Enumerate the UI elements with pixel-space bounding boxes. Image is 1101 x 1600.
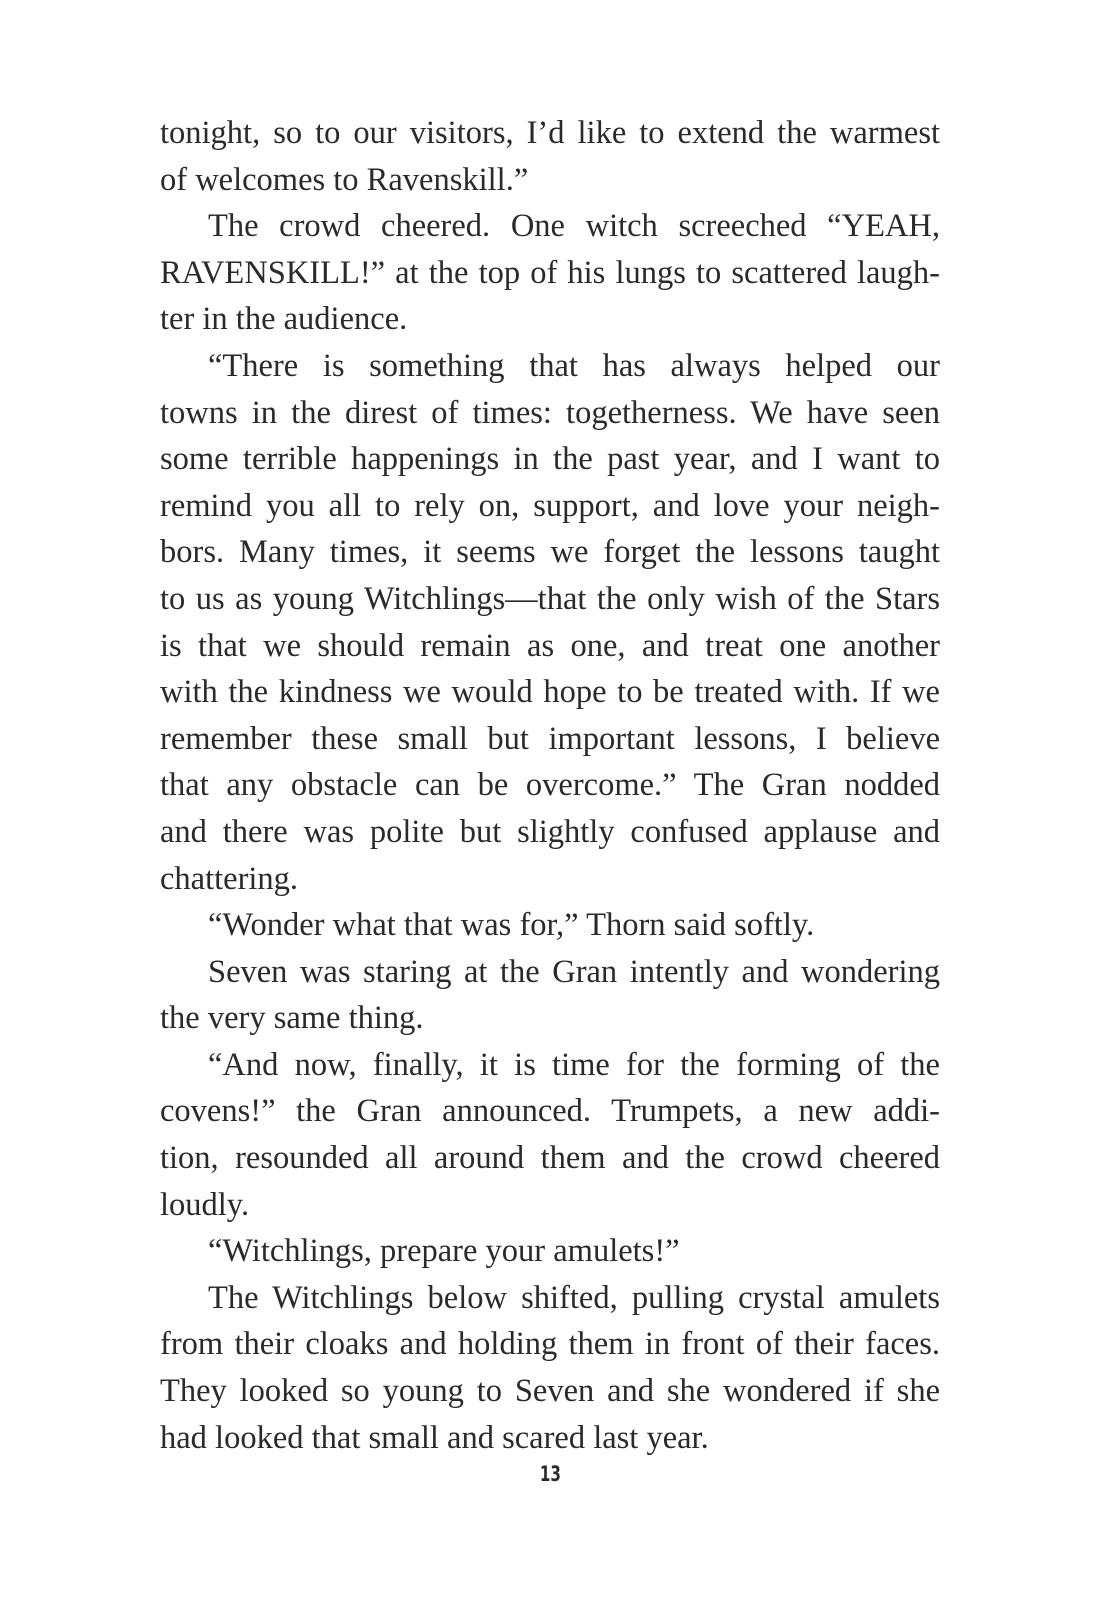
text-line: and there was polite but slightly confused applause and — [160, 813, 940, 850]
text-line: “Wonder what that was for,” Thorn said softly. — [208, 907, 815, 944]
text-line: bors. Many times, it seems we forget the lessons taught — [160, 534, 940, 571]
page-number: 13 — [539, 1462, 561, 1486]
text-line: Seven was staring at the Gran intently and wondering — [208, 953, 940, 990]
body-text — [160, 110, 940, 1461]
text-line: to us as young Witchlings—that the only wish of the Stars — [160, 580, 940, 617]
text-line: loudly. — [160, 1186, 250, 1223]
text-line: covens!” the Gran announced. Trumpets, a new addi- — [160, 1093, 940, 1130]
text-line: They looked so young to Seven and she wondered if she — [160, 1373, 940, 1410]
text-line: ter in the audience. — [160, 301, 408, 338]
text-line: from their cloaks and holding them in front of their faces. — [160, 1326, 940, 1363]
text-line: “There is something that has always helped our — [208, 347, 940, 384]
text-line: the very same thing. — [160, 1000, 424, 1037]
text-line: of welcomes to Ravenskill.” — [160, 161, 529, 198]
text-line: some terrible happenings in the past year, and I want to — [160, 441, 940, 478]
text-line: that any obstacle can be overcome.” The Gran nodded — [160, 767, 940, 804]
text-line: “Witchlings, prepare your amulets!” — [208, 1233, 680, 1270]
text-line: tion, resounded all around them and the crowd cheered — [160, 1140, 940, 1177]
text-line: is that we should remain as one, and treat one another — [160, 627, 940, 664]
text-line: RAVENSKILL!” at the top of his lungs to scattered laugh- — [160, 254, 940, 291]
text-line: The crowd cheered. One witch screeched “YEAH, — [208, 208, 940, 245]
text-line: “And now, finally, it is time for the forming of the — [208, 1046, 940, 1083]
text-line: remember these small but important lessons, I believe — [160, 720, 940, 757]
text-line: tonight, so to our visitors, I’d like to extend the warmest — [160, 115, 940, 151]
text-line: The Witchlings below shifted, pulling crystal amulets — [208, 1279, 940, 1316]
text-line: towns in the direst of times: togetherness. We have seen — [160, 394, 940, 431]
text-line: remind you all to rely on, support, and love your neigh- — [160, 487, 940, 524]
text-line: chattering. — [160, 860, 299, 897]
text-line: had looked that small and scared last year. — [160, 1419, 709, 1456]
text-line: with the kindness we would hope to be treated with. If we — [160, 674, 940, 711]
